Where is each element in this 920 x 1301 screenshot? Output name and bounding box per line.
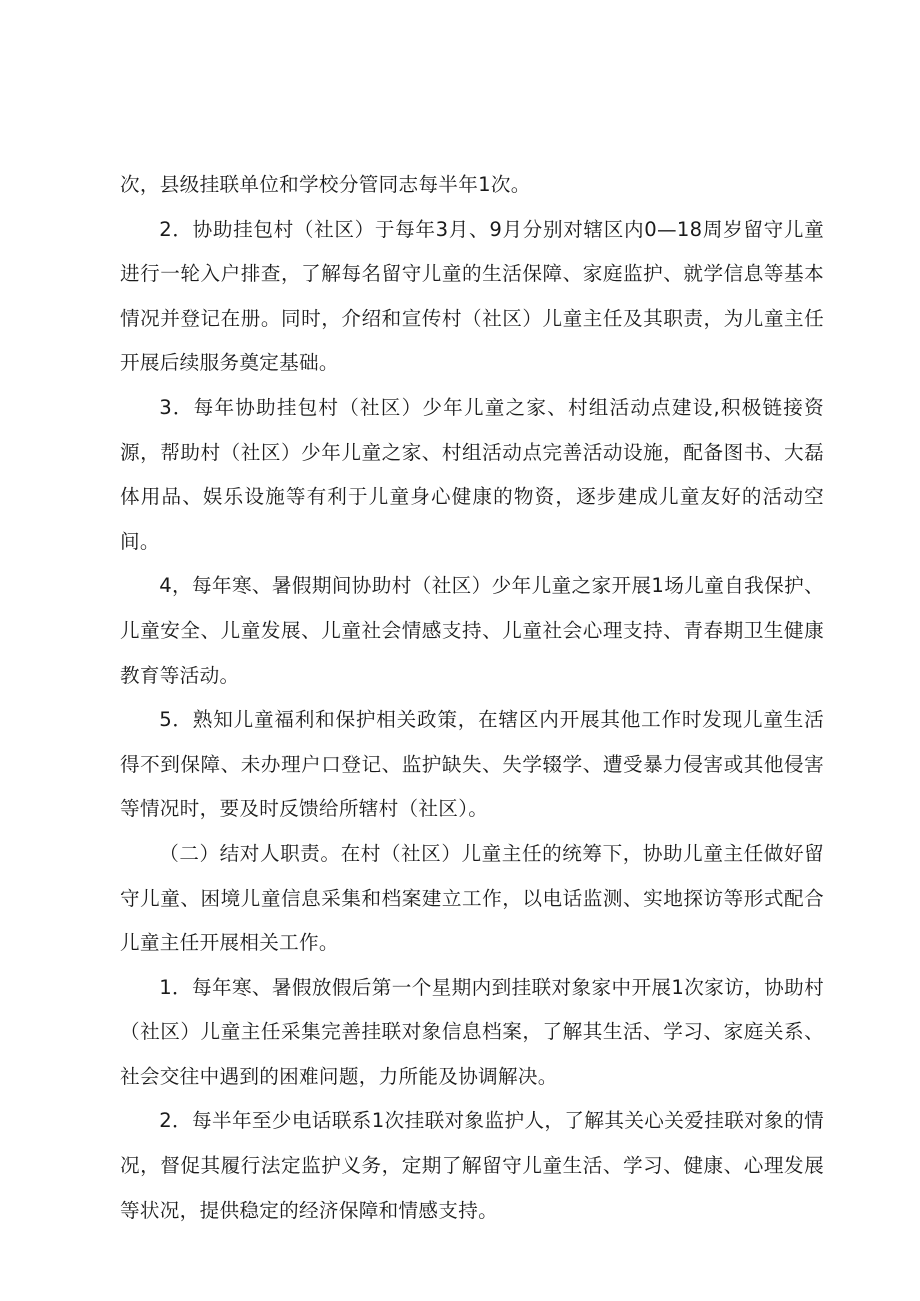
paragraph-item-5-policy: 5．熟知儿童福利和保护相关政策，在辖区内开展其他工作时发现儿童生活得不到保障、未办理户口登记、监护缺失、失学辍学、遭受暴力侵害或其他侵害等情况时，要及时反馈给所辖村（社区）。 (120, 708, 824, 821)
paragraph-section-2-heading: （二）结对人职责。在村（社区）儿童主任的统筹下，协助儿童主任做好留守儿童、困境儿童信息采集和档案建立工作，以电话监测、实地探访等形式配合儿童主任开展相关工作。 (120, 841, 824, 955)
paragraph-item-2-phone-contact: 2．每半年至少电话联系1次挂联对象监护人，了解其关心关爱挂联对象的情况，督促其履行法定监护义务，定期了解留守儿童生活、学习、健康、心理发展等状况，提供稳定的经济保障和情感支持。 (120, 1109, 824, 1222)
paragraph-item-4-activities: 4，每年寒、暑假期间协助村（社区）少年儿童之家开展1场儿童自我保护、儿童安全、儿童发展、儿童社会情感支持、儿童社会心理支持、青春期卫生健康教育等活动。 (120, 574, 824, 687)
paragraph-item-1-home-visit: 1．每年寒、暑假放假后第一个星期内到挂联对象家中开展1次家访，协助村（社区）儿童主任采集完善挂联对象信息档案，了解其生活、学习、家庭关系、社会交往中遇到的困难问题，力所能及协调解决。 (120, 975, 824, 1088)
paragraph-item-3-facilities: 3．每年协助挂包村（社区）少年儿童之家、村组活动点建设,积极链接资源，帮助村（社区）少年儿童之家、村组活动点完善活动设施，配备图书、大磊体用品、娱乐设施等有利于儿童身心健康的物资，逐步建成儿童友好的活动空间。 (120, 395, 824, 553)
paragraph-continuation: 次，县级挂联单位和学校分管同志每半年1次。 (120, 173, 531, 196)
document-body (120, 163, 824, 1233)
paragraph-item-2-survey: 2．协助挂包村（社区）于每年3月、9月分别对辖区内0—18周岁留守儿童进行一轮入户排查，了解每名留守儿童的生活保障、家庭监护、就学信息等基本情况并登记在册。同时，介绍和宣传村（社区）儿童主任及其职责，为儿童主任开展后续服务奠定基础。 (120, 217, 824, 375)
